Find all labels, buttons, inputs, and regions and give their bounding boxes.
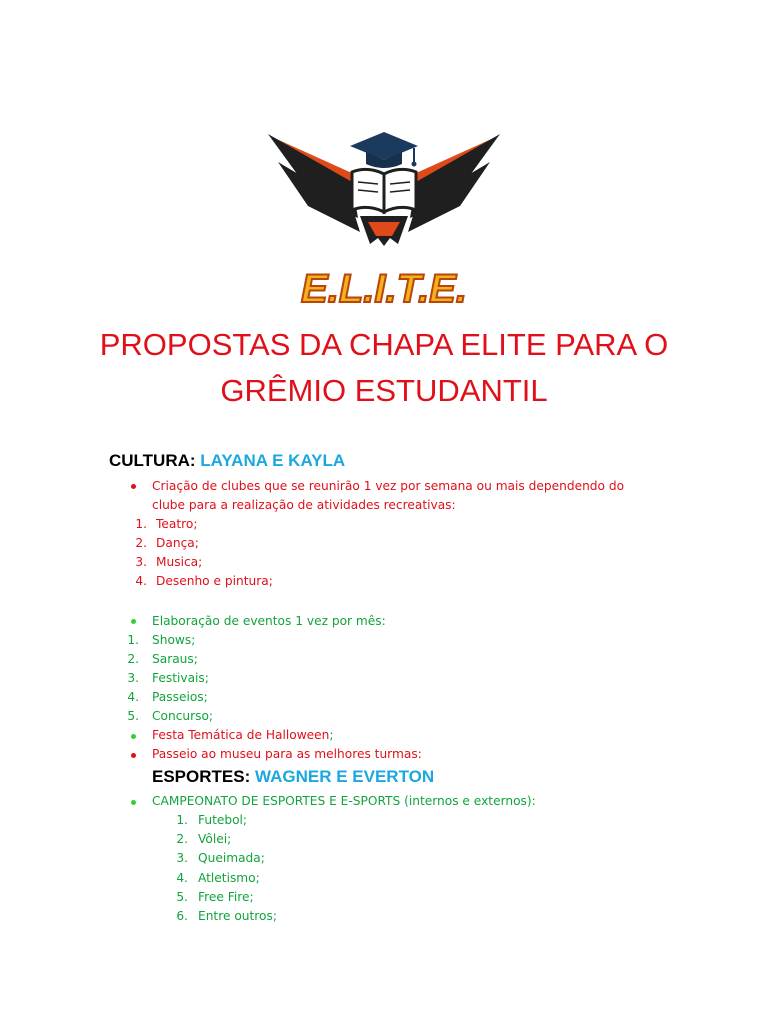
list-item-number: 3. xyxy=(176,851,188,866)
page-title-line2: GRÊMIO ESTUDANTIL xyxy=(220,373,548,408)
list-item: Saraus; xyxy=(152,652,198,666)
list-item: Teatro; xyxy=(156,517,198,531)
list-item: Shows; xyxy=(152,633,196,647)
list-item-number: 3. xyxy=(127,671,139,685)
list-item-number: 4. xyxy=(176,870,188,885)
halloween-item xyxy=(152,727,334,743)
right-wing-icon xyxy=(408,134,500,232)
list-item: Desenho e pintura; xyxy=(156,574,273,588)
list-item-number: 1. xyxy=(135,517,147,531)
bullet-icon xyxy=(131,800,136,805)
list-item-number: 5. xyxy=(127,709,139,723)
list-item-number: 5. xyxy=(176,889,188,904)
list-item: Dança; xyxy=(156,536,199,550)
list-item: Atletismo; xyxy=(198,870,260,885)
bullet-icon xyxy=(131,753,136,758)
halloween-text: Festa Temática de Halloween xyxy=(152,728,330,742)
esportes-heading xyxy=(152,767,434,787)
list-item-number: 1. xyxy=(176,813,188,827)
list-item: Futebol; xyxy=(198,813,248,827)
list-item-number: 2. xyxy=(176,832,188,847)
list-item: Passeios; xyxy=(152,690,208,704)
cultura-heading xyxy=(109,451,345,471)
list-item-number: 4. xyxy=(127,690,139,704)
page-title-line1: PROPOSTAS DA CHAPA ELITE PARA O xyxy=(99,327,669,362)
list-item: Free Fire; xyxy=(198,889,254,904)
list-item: Entre outros; xyxy=(198,909,277,923)
list-item-number: 2. xyxy=(135,536,147,550)
left-wing-icon xyxy=(268,134,360,232)
graduation-cap-icon xyxy=(350,132,418,168)
cultura-members: LAYANA E KAYLA xyxy=(200,451,346,470)
page-title xyxy=(40,322,728,414)
list-item: Queimada; xyxy=(198,851,265,866)
logo-text: E.L.I.T.E. xyxy=(301,267,467,311)
list-item: Festivais; xyxy=(152,671,209,685)
list-item: Concurso; xyxy=(152,709,214,723)
bullet-icon xyxy=(131,734,136,739)
esportes-members: WAGNER E EVERTON xyxy=(254,767,435,786)
list-item-number: 4. xyxy=(135,574,147,588)
list-item-number: 1. xyxy=(127,633,139,647)
cultura-label: CULTURA: xyxy=(109,451,196,470)
list-item: Vôlei; xyxy=(198,832,232,847)
list-item-number: 3. xyxy=(135,555,147,569)
book-icon xyxy=(352,169,416,212)
esportes-label: ESPORTES: xyxy=(152,767,251,786)
bullet-icon xyxy=(131,619,136,624)
campeonato-text: CAMPEONATO DE ESPORTES E E-SPORTS (internos e externos): xyxy=(152,794,536,808)
museu-item: Passeio ao museu para as melhores turmas: xyxy=(152,747,422,761)
clubes-text-line2: clube para a realização de atividades recreativas: xyxy=(152,498,456,512)
list-item: Musica; xyxy=(156,555,203,569)
list-item-number: 6. xyxy=(176,909,188,923)
list-item-number: 2. xyxy=(127,652,139,666)
elite-logo xyxy=(268,122,500,318)
halloween-suffix: ; xyxy=(329,728,334,742)
clubes-text-line1: Criação de clubes que se reunirão 1 vez por semana ou mais dependendo do xyxy=(152,479,625,493)
bullet-icon xyxy=(131,484,136,489)
eventos-text: Elaboração de eventos 1 vez por mês: xyxy=(152,614,386,628)
